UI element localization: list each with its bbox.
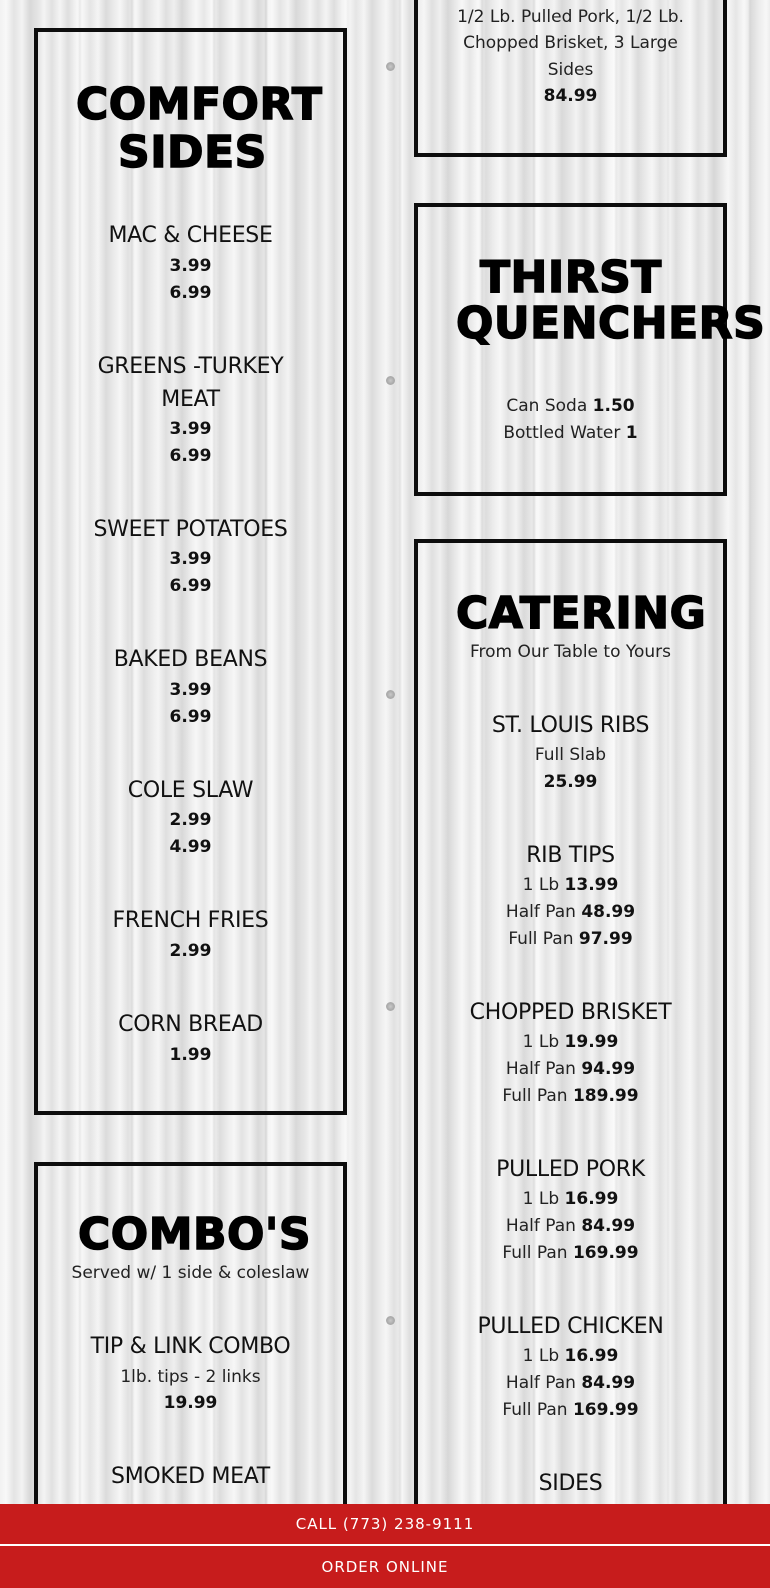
menu-item-detail: 1lb. tips - 2 links (120, 1367, 261, 1387)
nail-decoration (386, 1316, 395, 1325)
nail-decoration (386, 1002, 395, 1011)
menu-item-name: TIP & LINK COMBO (90, 1334, 291, 1359)
section-title: THIRST (480, 252, 662, 303)
nail-decoration (386, 690, 395, 699)
drink-item (418, 393, 723, 420)
menu-item-name: SIDES (538, 1471, 603, 1496)
menu-item-option: 1 Lb 13.99 (522, 875, 619, 895)
family-combo-card (414, 0, 727, 157)
menu-item-name: PULLED CHICKEN (477, 1314, 664, 1339)
menu-item-price: 6.99 (169, 707, 212, 727)
drink-price: 1.50 (592, 396, 635, 416)
menu-item-price: 19.99 (163, 1393, 218, 1413)
section-title: SIDES (118, 127, 267, 178)
menu-item-price: 3.99 (169, 256, 212, 276)
call-button-label: CALL (773) 238-9111 (295, 1515, 475, 1533)
menu-item-option: Half Pan 84.99 (505, 1373, 636, 1393)
section-subtitle: Served w/ 1 side & coleslaw (71, 1263, 310, 1283)
comfort-sides-card (34, 28, 347, 1115)
menu-item-name: CHOPPED BRISKET (469, 1000, 672, 1025)
menu-item-option: Full Pan 169.99 (502, 1243, 639, 1263)
menu-item-option: 1 Lb 16.99 (522, 1189, 619, 1209)
menu-item-name: MAC & CHEESE (108, 223, 273, 248)
menu-item-price: 4.99 (169, 837, 212, 857)
menu-item-price: 2.99 (169, 810, 212, 830)
menu-item-option: 1 Lb 16.99 (522, 1346, 619, 1366)
menu-item-option: Full Pan 189.99 (502, 1086, 639, 1106)
order-online-button[interactable] (0, 1546, 770, 1588)
nail-decoration (386, 376, 395, 385)
combo-description-line: 1/2 Lb. Pulled Pork, 1/2 Lb. (457, 7, 684, 27)
order-online-button-label: ORDER ONLINE (321, 1558, 449, 1576)
menu-item-option: Full Pan 169.99 (502, 1400, 639, 1420)
combos-card (34, 1162, 347, 1562)
drink-label: Can Soda (506, 396, 588, 416)
section-subtitle: From Our Table to Yours (469, 642, 672, 662)
menu-item-option: Half Pan 84.99 (505, 1216, 636, 1236)
menu-item-name: RIB TIPS (526, 843, 615, 868)
thirst-quenchers-card (414, 203, 766, 496)
drink-item (418, 420, 723, 447)
menu-item-option: 1 Lb 19.99 (522, 1032, 619, 1052)
menu-item-option: Half Pan 94.99 (505, 1059, 636, 1079)
menu-item-name: SWEET POTATOES (93, 517, 288, 542)
menu-item-price: 2.99 (169, 941, 212, 961)
menu-item-price: 3.99 (169, 549, 212, 569)
combo-description-line: Chopped Brisket, 3 Large (463, 33, 678, 53)
menu-item-name: PULLED PORK (496, 1157, 645, 1182)
menu-item-name: MEAT (161, 387, 220, 412)
menu-item-price: 6.99 (169, 283, 212, 303)
menu-item-price: 6.99 (169, 576, 212, 596)
menu-item-price: 1.99 (169, 1045, 212, 1065)
menu-item-name: CORN BREAD (118, 1012, 263, 1037)
menu-item-name: SMOKED MEAT (111, 1464, 270, 1489)
section-title: QUENCHERS (456, 298, 766, 349)
nail-decoration (386, 62, 395, 71)
section-title: COMFORT (76, 79, 323, 130)
menu-item-option: Full Pan 97.99 (508, 929, 633, 949)
combo-description-line: Sides (547, 60, 594, 80)
menu-item-name: COLE SLAW (127, 778, 254, 803)
catering-card (414, 539, 727, 1539)
section-title: CATERING (456, 588, 707, 639)
menu-item-price: 3.99 (169, 680, 212, 700)
drink-label: Bottled Water (503, 423, 621, 443)
drink-price: 1 (625, 423, 638, 443)
menu-item-name: ST. LOUIS RIBS (491, 713, 650, 738)
combo-price: 84.99 (543, 86, 598, 106)
menu-item-price: 25.99 (543, 772, 598, 792)
menu-item-price: 3.99 (169, 419, 212, 439)
call-button[interactable] (0, 1504, 770, 1544)
menu-item-name: FRENCH FRIES (112, 908, 269, 933)
menu-item-option: Half Pan 48.99 (505, 902, 636, 922)
menu-item-option: Full Slab (534, 745, 607, 765)
section-title: COMBO'S (78, 1209, 312, 1260)
menu-item-price: 6.99 (169, 446, 212, 466)
menu-item-name: GREENS -TURKEY (97, 354, 284, 379)
menu-item-name: BAKED BEANS (113, 647, 268, 672)
